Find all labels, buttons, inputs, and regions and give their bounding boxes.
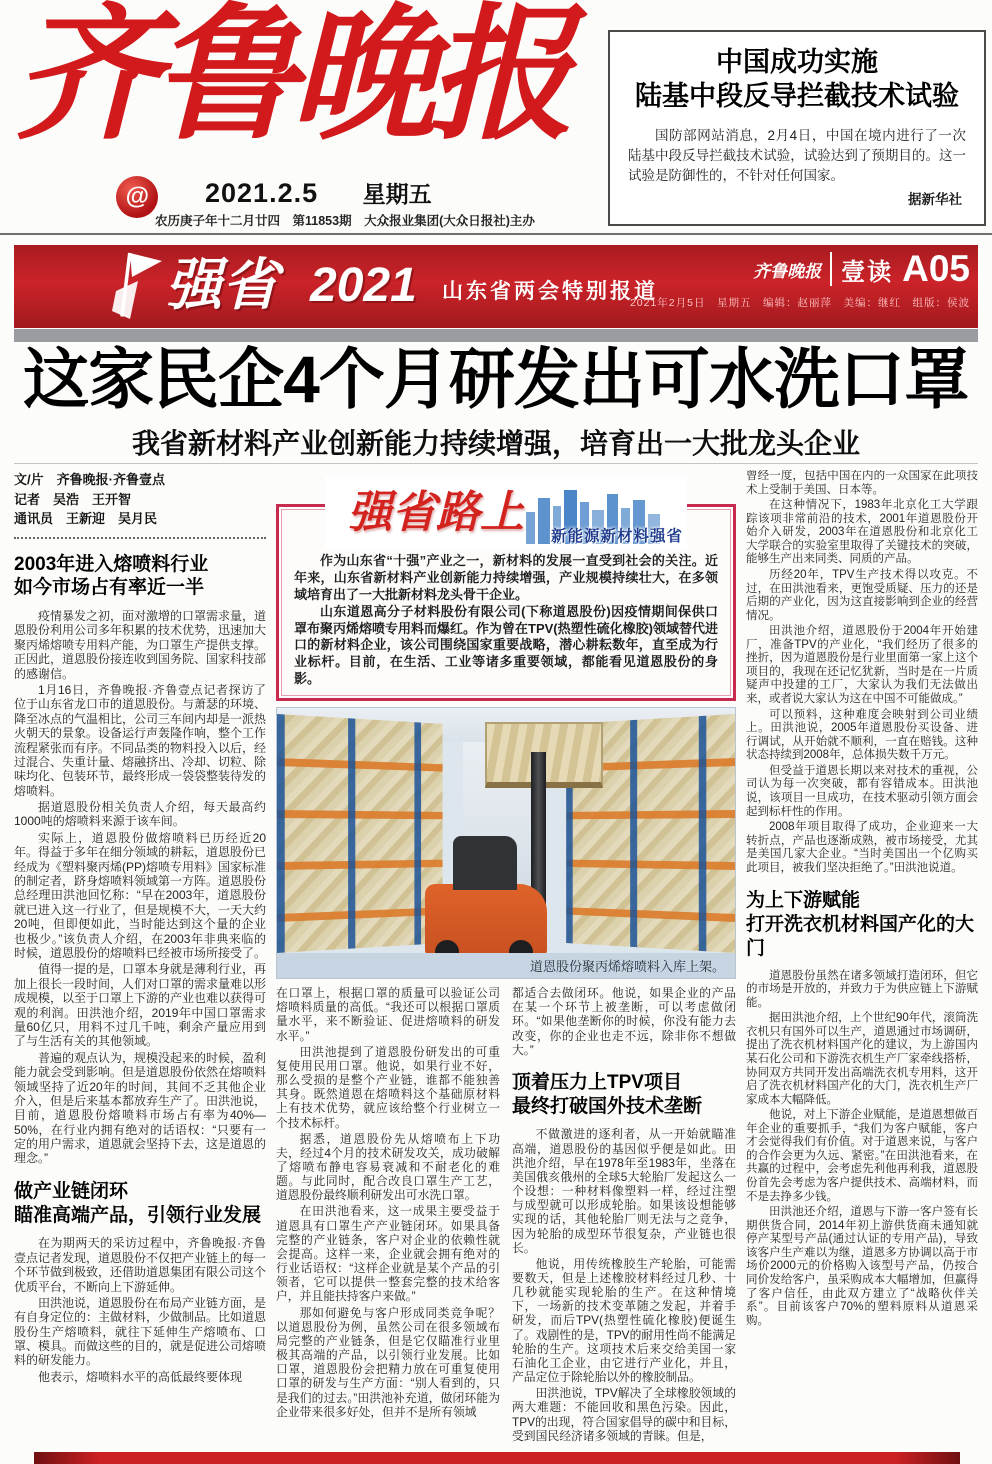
paper-title: 齐鲁晚报 — [14, 0, 566, 160]
heading-line: 打开洗衣机材料国产化的大门 — [746, 914, 975, 959]
paragraph: 曾经一度，包括中国在内的一众国家在此项技术上受制于美国、日本等。 — [746, 470, 978, 496]
paragraph: 那如何避免与客户形成同类竞争呢？以道恩股份为例，虽然公司在很多领域布局完整的产业链条，但是它仅瞄准行业里极其高端的产品，以引领行业发展。比如口罩，道恩股份会把精力放在可重复使用口罩的研发与生产方面：“别人看到的，只是我们的过去。”田洪池补充道，做闭环能为企业带来很多好处，但并不是所有领域 — [276, 1305, 500, 1419]
paragraph: 作为山东省“十强”产业之一，新材料的发展一直受到社会的关注。近年来，山东省新材料产业创新能力持续增强，产业规模持续壮大，在多领域培育出了一大批新材料龙头骨干企业。 — [294, 553, 718, 602]
paragraph: 田洪池说，道恩股份在布局产业链方面，是有自身定位的：主做材料，少做制品。比如道恩股份生产熔喷料，就往下延伸生产熔喷布、口罩、模具。而做这些的目的，就是促进公司熔喷料的研发能力。 — [14, 1295, 266, 1368]
paragraph: 据田洪池介绍，上个世纪90年代，滚筒洗衣机只有国外可以生产，道恩通过市场调研，提出了洗衣机材料国产化的建议，为上游国内某石化公司和下游洗衣机生产厂家牵线搭桥，协同双方共同开发出高端洗衣机专用料，这开启了洗衣机材料国产化的大门，洗衣机生产厂家成本大幅降低。 — [746, 1012, 978, 1106]
paragraph: 他说，对上下游企业赋能，是道恩想做百年企业的重要抓手，“我们为客户赋能，客户才会觉得我们有价值。对于道恩来说，与客户的合作会更为久远、紧密。”在田洪池看来，在共赢的过程中，会考虑先利他再利我，道恩股份首先会考虑为客户提供技术、高端材料，而不是去挣多少钱。 — [746, 1109, 978, 1203]
divider-bar — [14, 329, 978, 342]
center-text-columns — [276, 986, 736, 1464]
heading-line: 瞄准高端产品，引领行业发展 — [14, 1204, 262, 1226]
banner-right-top — [630, 250, 970, 288]
intro-logo — [325, 477, 687, 549]
paragraph: 1月16日，齐鲁晚报·齐鲁壹点记者探访了位于山东省龙口市的道恩股份。与萧瑟的环境、降至冰点的气温相比，公司三车间内却是一派热火朝天的景象。设备运行声轰隆作响，整个工作流程紧张而有序。不同品类的物料投入以后，经过混合、失重计量、熔融挤出、冷却、切粒、除味均化、包装环节，最终形成一袋袋整装待发的熔喷料。 — [14, 682, 266, 798]
section-heading-tpv — [512, 1071, 736, 1119]
banner-page-number: A05 — [902, 248, 970, 289]
intro-paragraphs — [294, 553, 718, 688]
section-paragraphs — [512, 1127, 736, 1442]
bottom-red-bar — [34, 1452, 960, 1464]
paragraph: 都适合去做闭环。他说，如果企业的产品在某一个环节上被垄断，可以考虑做闭环。“如果他垄断你的时候，你没有能力去改变，你的企业也走不远，除非你不想做大。” — [512, 986, 736, 1057]
section-heading-empower — [746, 889, 978, 960]
special-report-banner — [14, 245, 978, 328]
center-column-right — [512, 986, 736, 1464]
article-body — [14, 470, 978, 1464]
banner-section-label: 壹读 — [841, 258, 894, 286]
paragraph: 实际上，道恩股份做熔喷料已历经近20年。得益于多年在细分领域的耕耘，道恩股份已经成为《塑料聚丙烯(PP)熔喷专用料》国家标准的制定者，跻身熔喷料领域第一方阵。道恩股份总经理田洪池回忆称：“早在2003年，道恩股份就已进入这一行业了，但是规模不大，一天大约20吨，但即便如此，当时能达到这个量的企业也极少。”该负责人介绍，在2003年非典来临的时候，道恩股份的熔喷料已经被市场所接受了。 — [14, 830, 266, 960]
top-news-title-line: 陆基中段反导拦截技术试验 — [635, 80, 959, 111]
paragraph: 田洪池提到了道恩股份研发出的可重复使用民用口罩。他说，如果行业不好，那么受损的是整个产业链，谁都不能独善其身。既然道恩在熔喷料这个基础原材料上有技术优势，就应该给整个行业树立一个技术标杆。 — [276, 1044, 500, 1130]
date-row — [205, 176, 432, 209]
banner-logo-text: 强省 — [166, 252, 278, 318]
heading-line: 2003年进入熔喷料行业 — [14, 553, 209, 575]
column-right — [746, 470, 978, 1464]
paragraph: 在这种情况下，1983年北京化工大学跟踪该项非常前沿的技术，2001年道恩股份开始介入研发，2003年在道恩股份和北京化工大学联合的实验室里取得了关键技术的突破，能够生产出来同类、同质的产品。 — [746, 499, 978, 566]
paragraph: 山东道恩高分子材料股份有限公司(下称道恩股份)因疫情期间保供口罩布聚丙烯熔喷专用料而爆红。作为曾在TPV(热塑性硫化橡胶)领域替代进口的新材料企业，该公司围绕国家重要战略，潜心耕耘数年，直至成为行业标杆。目前，在生活、工业等诸多重要领域，都能看见道恩股份的身影。 — [294, 603, 718, 687]
section-heading-meltblown — [14, 553, 266, 601]
banner-subtitle: 山东省两会特别报道 — [442, 280, 658, 303]
issue-line: 农历庚子年十二月廿四 第11853期 大众报业集团(大众日报社)主办 — [155, 214, 535, 228]
banner-right — [630, 250, 970, 310]
banner-year: 2021 — [310, 259, 417, 312]
heading-line: 顶着压力上TPV项目 — [512, 1071, 682, 1093]
photo-tint-overlay — [277, 708, 735, 978]
paragraph: 据道恩股份相关负责人介绍，每天最高约1000吨的熔喷料来源于该车间。 — [14, 800, 266, 829]
section-paragraphs — [746, 970, 978, 1329]
heading-line: 最终打破国外技术垄断 — [512, 1095, 703, 1117]
top-news-box — [608, 30, 986, 226]
paragraph: 在田洪池看来，这一成果主要受益于道恩具有口罩生产产业链闭环。如果具备完整的产业链条，客户对企业的依赖性就会提高。这样一来，企业就会拥有绝对的行业话语权：“这样企业就是某个产品的引领者，它可以提供一整套完整的技术给客户，并且能扶持客户来做。” — [276, 1204, 500, 1304]
banner-info-line: 2021年2月5日 星期五 编辑：赵丽萍 美编：继红 组版：侯波 — [629, 297, 970, 309]
weekday: 星期五 — [362, 181, 432, 207]
paragraph: 2008年项目取得了成功，企业迎来一大转折点，产品也逐渐成熟，被市场接受，尤其是美国几家大企业。“当时美国出一个亿购买此项目，被我们坚决拒绝了。”田洪池说道。 — [746, 821, 978, 874]
continuation-paragraphs — [746, 470, 978, 875]
column-left — [14, 470, 266, 1464]
paragraph: 但受益于道恩长期以来对技术的重视，公司认为每一次突破，都有容错成本。田洪池说，该项目一旦成功，在技术驱动引领方面会起到标杆性的作用。 — [746, 764, 978, 818]
subhead-divider — [14, 463, 978, 464]
top-news-title-line: 中国成功实施 — [716, 47, 878, 77]
paragraph: 疫情暴发之初，面对激增的口罩需求量，道恩股份利用公司多年积累的技术优势，迅速加大聚丙烯熔喷专用料产能，为口罩生产提供支撑。正因此，道恩股份接连收到国务院、国家科技部的感谢信。 — [14, 609, 266, 681]
heading-line: 做产业链闭环 — [14, 1180, 129, 1202]
flag-icon — [108, 249, 164, 323]
paper-logo-icon — [116, 176, 158, 218]
paragraph: 不做激进的逐利者，从一开始就瞄准高端，道恩股份的基因似乎便是如此。田洪池介绍，早在1978年至1983年，坐落在美国俄亥俄州的全球5大轮胎厂发起这么一个设想：一种材料像塑料一样，经过注塑与成型就可以形成轮胎。如果该设想能够实现的话，其他轮胎厂则无法与之竞争，因为轮胎的成型环节很复杂，产业链也很长。 — [512, 1127, 736, 1255]
sub-headline: 我省新材料产业创新能力持续增强，培育出一大批龙头企业 — [131, 428, 860, 459]
top-news-body: 国防部网站消息，2月4日，中国在境内进行了一次陆基中段反导拦截技术试验，试验达到了预期目的。这一试验是防御性的，不针对任何国家。 — [628, 127, 966, 183]
header-divider — [0, 233, 992, 235]
top-news-title — [628, 46, 966, 114]
paragraph: 道恩股份虽然在诸多领域打造闭环，但它的市场是开放的，并致力于为供应链上下游赋能。 — [746, 969, 978, 1009]
photo-caption-text: 道恩股份聚丙烯熔喷料入库上架。 — [529, 959, 725, 975]
top-news-source: 据新华社 — [908, 192, 962, 208]
byline-line: 文/片 齐鲁晚报·齐鲁壹点 — [14, 472, 165, 487]
center-column-left — [276, 986, 500, 1464]
intro-logo-text: 强省路上 — [348, 487, 524, 538]
byline-line: 记者 吴浩 王开智 — [14, 491, 132, 507]
paragraph: 田洪池还介绍，道恩与下游一客户签有长期供货合同，2014年初上游供货商未通知就停产某型号产品(通过认证的专用产品)，导致该客户生产难以为继，道恩多方协调以高于市场价2000元的价格购入该型号产品，仍按合同价发给客户，虽采购成本大幅增加，但赢得了客户信任，由此双方建立了“战略伙伴关系”。目前该客户70%的塑料原料从道恩采购。 — [746, 1206, 978, 1327]
continuation — [512, 986, 736, 1057]
paragraph: 在为期两天的采访过程中，齐鲁晚报·齐鲁壹点记者发现，道恩股份不仅把产业链上的每一个环节做到极致，还借助道恩集团有限公司这个优质平台，不断向上下游延伸。 — [14, 1236, 266, 1294]
paragraph: 普遍的观点认为，规模没起来的时候，盈利能力就会受到影响。但是道恩股份依然在熔喷料领域坚持了近20年的时间，其间不乏其他企业介入，但是后来基本都放弃生产了。田洪池说，目前，道恩股份熔喷料市场占有率为40%—50%，在行业内拥有绝对的话语权：“只要有一定的用户需求，道恩就会坚持下去，这是道恩的理念。” — [14, 1050, 266, 1166]
intro-box — [276, 487, 736, 701]
paragraph: 田洪池介绍，道恩股份于2004年开始建厂，准备TPV的产业化，“我们经历了很多的挫折，因为道恩股份是行业里面第一家上这个项目的，我现在还记忆犹新，当时是在一片质疑声中投建的工厂，大家认为我们无法做出来，或者说大家认为这在中国不可能做成。” — [746, 625, 978, 705]
banner-paper-name: 齐鲁晚报 — [753, 261, 822, 282]
intro-logo-tagline: 新能源新材料强省 — [550, 528, 683, 545]
section-paragraphs — [14, 609, 266, 1166]
section-heading-closed-loop — [14, 1180, 266, 1228]
paragraph: 他表示，熔喷料水平的高低最终要体现 — [38, 1369, 243, 1384]
paragraph: 他说，用传统橡胶生产轮胎，可能需要数天，但是上述橡胶材料经过几秒、十几秒就能实现轮胎的生产。在这种情境下，一场新的技术变革随之发起，并着手研发，而后TPV(热塑性硫化橡胶)便诞生了。戏剧性的是，TPV的耐用性尚不能满足轮胎的生产。这项技术后来交给美国一家石油化工企业，由它进行产业化，并且，产品定位于除轮胎以外的橡胶制品。 — [512, 1256, 736, 1385]
column-center — [276, 470, 736, 1464]
heading-line: 如今市场占有率近一半 — [14, 577, 205, 599]
main-headline: 这家民企4个月研发出可水洗口罩 — [23, 342, 969, 416]
paragraph: 历经20年，TPV生产技术得以攻克。不过，在田洪池看来，更饱受质疑、压力的还是后期的产业化，因为这直接影响到企业的经营情况。 — [746, 568, 978, 622]
paragraph: 在口罩上，根据口罩的质量可以验证公司熔喷料质量的高低。“我还可以根据口罩质量水平，来不断验证、促进熔喷料的研发水平。” — [276, 986, 500, 1043]
photo-caption — [277, 953, 735, 978]
byline-line: 通讯员 王新迎 吴月民 — [14, 511, 158, 526]
publication-date: 2021.2.5 — [205, 178, 319, 208]
banner-divider — [830, 252, 832, 286]
heading-line: 为上下游赋能 — [746, 890, 861, 912]
paragraph: 据悉，道恩股份先从熔喷布上下功夫，经过4个月的技术研发攻关，成功破解了熔喷布静电容易衰减和不耐老化的难题。与此同时，配合改良口罩生产工艺，道恩股份最终顺利研发出可水洗口罩。 — [276, 1131, 500, 1203]
paragraph: 值得一提的是，口罩本身就是薄利行业，再加上很长一段时间，人们对口罩的需求量难以形成规模，以至于口罩上下游的产业也难以获得可观的利润。田洪池介绍，2019年中国口罩需求量60亿只，用料不过几千吨，剩余产量应用到了与生活有关的其他领域。 — [14, 962, 266, 1049]
paragraph: 可以预料，这种难度会映射到公司业绩上。田洪池说，2005年道恩股份买设备、进行调试，从开始就不顺利，一直在赔钱。这种状态持续到2008年，总体损失数千万元。 — [746, 708, 978, 762]
byline — [14, 470, 266, 539]
paragraph: 田洪池说，TPV解决了全球橡胶领域的两大难题：不能回收和黑色污染。因此，TPV的出现，符合国家倡导的碳中和目标，受到国民经济诸多领域的青睐。但是， — [512, 1386, 736, 1443]
logo-glyph: @ — [125, 183, 149, 210]
section-paragraphs — [14, 1236, 266, 1384]
warehouse-photo — [276, 707, 736, 979]
